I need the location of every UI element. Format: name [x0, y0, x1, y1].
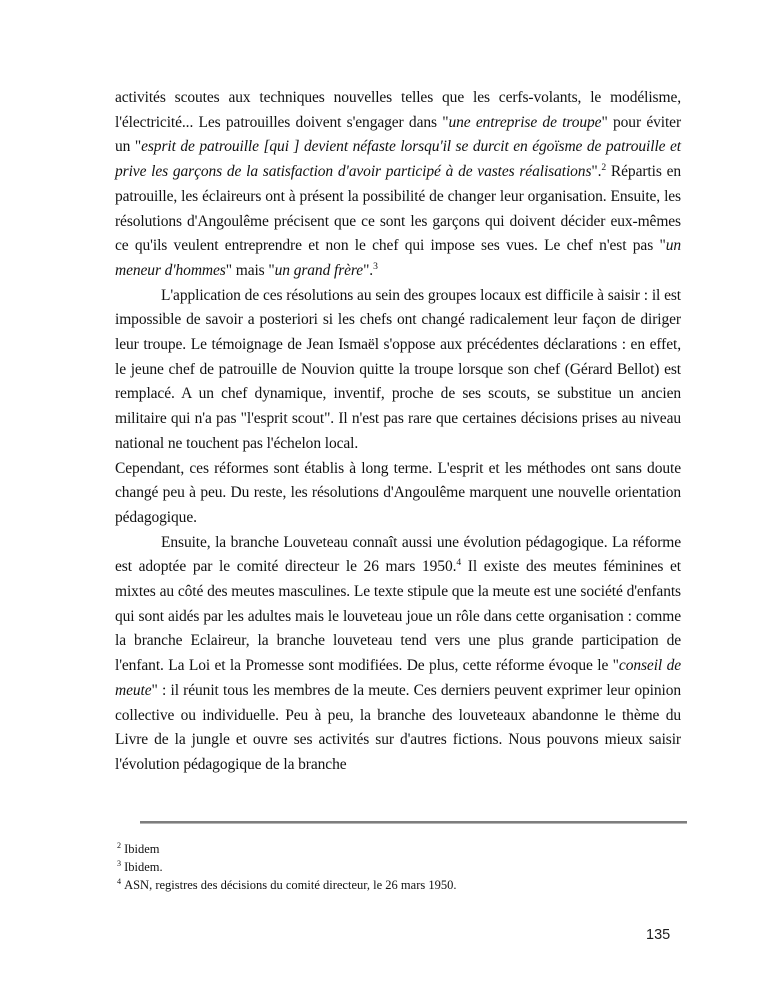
quoted-italic-text: esprit de patrouille [qui ] devient néfaste lorsqu'il se durcit en égoïsme de patrouille et prive les garçons de la satisfaction d'avoir participé à de vastes réalisations [115, 138, 681, 181]
quoted-italic-text: une entreprise de troupe [448, 113, 602, 131]
document-body [115, 86, 681, 778]
footnote-reference: 3 [373, 260, 378, 272]
paragraph [115, 284, 681, 457]
footnote-marker: 2 [117, 840, 122, 850]
footnote-text: Ibidem [124, 842, 160, 856]
text-run: activités scoutes aux techniques nouvelles telles que les cerfs-volants, le modélisme, l'électricité... Les patrouilles doivent s'engager dans " [115, 89, 681, 131]
text-run: Ensuite, la branche Louveteau connaît aussi une évolution pédagogique. La réforme est adoptée par le comité directeur le 26 mars 1950. [115, 533, 681, 576]
text-run: " pour éviter un " [115, 113, 682, 156]
footnote-text: Ibidem. [124, 860, 163, 874]
footnote [117, 876, 683, 894]
text-run: Il existe des meutes féminines et mixtes au côté des meutes masculines. Le texte stipule que la meute est une société d'enfants qui sont aidés par les adultes mais le louveteau joue un rôle dans cette organisation : comme la branche Eclaireur, la branche louveteau tend vers une plus grande participation de l'enfant. La Loi et la Promesse sont modifiées. De plus, cette réforme évoque le " [115, 558, 681, 675]
paragraph [115, 531, 681, 778]
quoted-italic-text: un meneur d'hommes [115, 237, 681, 279]
paragraph [115, 457, 681, 531]
footnotes-block [117, 840, 683, 894]
text-run: ". [591, 163, 602, 181]
footnote-reference: 2 [601, 161, 607, 173]
footnote [117, 858, 683, 876]
footnote-reference: 4 [456, 557, 462, 569]
text-run: Cependant, ces réformes sont établis à long terme. L'esprit et les méthodes ont sans doute changé peu à peu. Du reste, les résolutions d'Angoulême marquent une nouvelle orientation pédagogique. [115, 459, 681, 526]
quoted-italic-text: conseil de meute [115, 657, 681, 699]
footnote-marker: 4 [117, 876, 122, 886]
text-run: ". [363, 261, 374, 279]
paragraph [115, 86, 681, 284]
footnote-marker: 3 [117, 858, 122, 868]
quoted-italic-text: un grand frère [274, 261, 364, 279]
text-run: L'application de ces résolutions au sein des groupes locaux est difficile à saisir : il est impossible de savoir a posteriori si les chefs ont changé radicalement leur façon de diriger leur troupe. Le témoignage de Jean Ismaël s'oppose aux précédentes déclarations : en effet, le jeune chef de patrouille de Nouvion quitte la troupe lorsque son chef (Gérard Bellot) est remplacé. A un chef dynamique, inventif, proche de ses scouts, se substitue un ancien militaire qui n'a pas "l'esprit scout". Il n'est pas rare que certaines décisions prises au niveau national ne touchent pas l'échelon local. [115, 286, 681, 452]
page-number: 135 [646, 927, 671, 943]
footnote-text: ASN, registres des décisions du comité directeur, le 26 mars 1950. [124, 878, 457, 892]
footnote [117, 840, 683, 858]
text-run: " : il réunit tous les membres de la meute. Ces derniers peuvent exprimer leur opinion collective ou individuelle. Peu à peu, la branche des louveteaux abandonne le thème du Livre de la jungle et ouvre ses activités sur d'autres fictions. Nous pouvons mieux saisir l'évolution pédagogique de la branche [115, 681, 681, 773]
text-run: " mais " [225, 261, 275, 279]
text-run: Répartis en patrouille, les éclaireurs ont à présent la possibilité de changer leur organisation. Ensuite, les résolutions d'Angoulême précisent que ce sont les garçons qui doivent décider eux-mêmes ce qu'ils veulent entreprendre et non le chef qui impose ses vues. Le chef n'est pas " [115, 163, 681, 255]
footnote-separator [140, 821, 687, 824]
